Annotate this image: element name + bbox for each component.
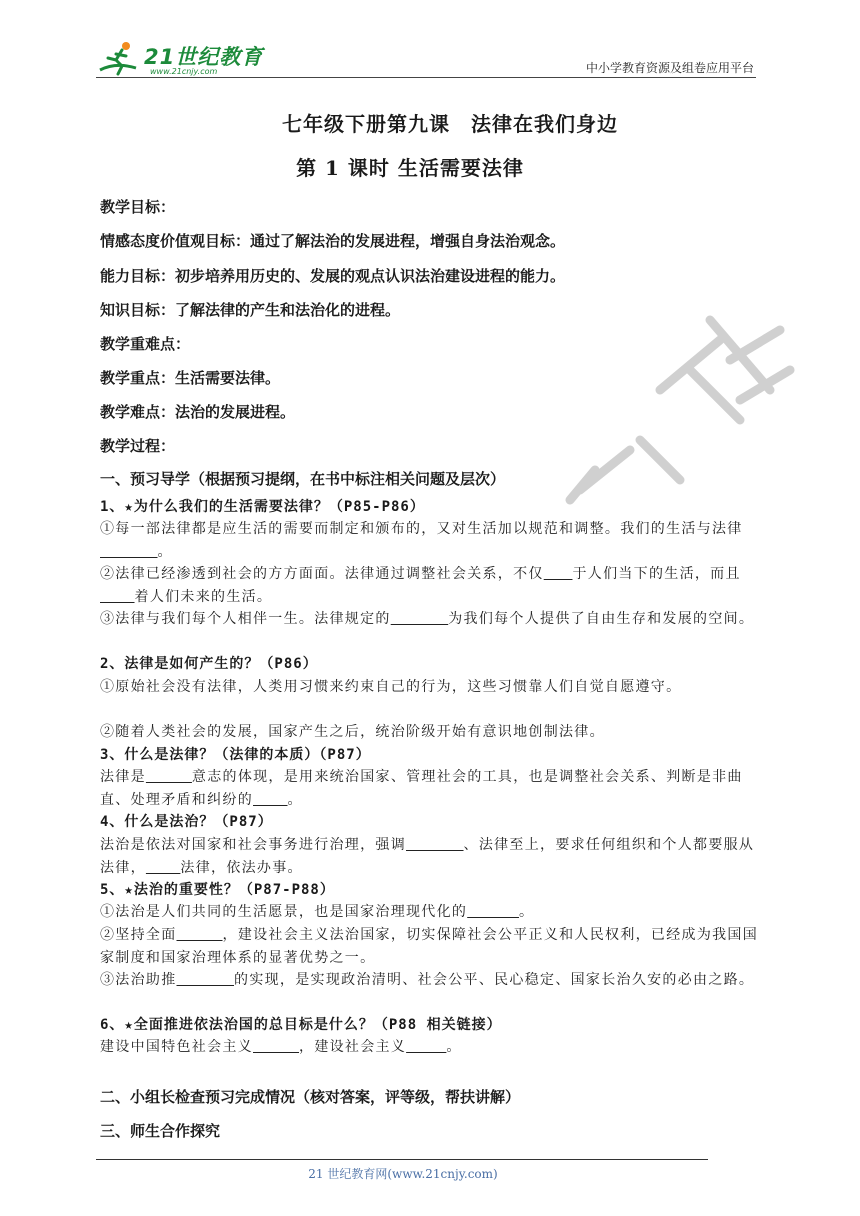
question-3: 3、什么是法律？（法律的本质）（P87）: [100, 747, 371, 763]
question-4: 4、什么是法治？（P87）: [100, 814, 273, 830]
objective-ability: 能力目标：初步培养用历史的、发展的观点认识法治建设进程的能力。: [100, 267, 566, 285]
question-1: 1、★为什么我们的生活需要法律？（P85-P86）: [100, 499, 425, 515]
header-divider: [96, 77, 756, 78]
part3-heading: 三、师生合作探究: [100, 1122, 221, 1140]
q1-paragraph-2: ②法律已经渗透到社会的方方面面。法律通过调整社会关系，不仅 于人们当下的生活，而且 着人们未来的生活。: [100, 566, 741, 605]
part2-heading: 二、小组长检查预习完成情况（核对答案，评等级，帮扶讲解）: [100, 1088, 521, 1106]
footer-text[interactable]: 21 世纪教育网(www.21cnjy.com): [308, 1167, 498, 1181]
objective-emotion: 情感态度价值观目标：通过了解法治的发展进程，增强自身法治观念。: [100, 232, 566, 250]
difficulty-key: 教学重点：生活需要法律。: [100, 369, 281, 387]
footer-divider: [96, 1159, 708, 1160]
logo-brand-text: 21世纪教育: [144, 45, 264, 69]
watermark-graphic: [540, 300, 800, 520]
question-5: 5、★法治的重要性？（P87-P88）: [100, 882, 335, 898]
q6-paragraph-1: 建设中国特色社会主义 ，建设社会主义 。: [100, 1039, 462, 1055]
runner-logo-icon: [96, 40, 144, 80]
site-logo: [96, 40, 266, 80]
difficulty-heading: 教学重难点：: [100, 335, 191, 353]
q1-paragraph-3: ③法律与我们每个人相伴一生。法律规定的 为我们每个人提供了自由生存和发展的空间。: [100, 611, 755, 627]
header-tagline: 中小学教育资源及组卷应用平台: [585, 61, 754, 75]
process-heading: 教学过程：: [100, 437, 176, 455]
q4-paragraph-1: 法治是依法对国家和社会事务进行治理，强调 、法律至上，要求任何组织和个人都要服从法律， 法律，依法办事。: [100, 837, 755, 876]
q5-paragraph-1: ①法治是人们共同的生活愿景，也是国家治理现代化的 。: [100, 904, 535, 920]
q5-paragraph-3: ③法治助推 的实现，是实现政治清明、社会公平、民心稳定、国家长治久安的必由之路。: [100, 972, 755, 988]
q2-paragraph-1: ①原始社会没有法律，人类用习惯来约束自己的行为，这些习惯靠人们自觉自愿遵守。: [100, 679, 682, 695]
difficulty-hard: 教学难点：法治的发展进程。: [100, 403, 296, 421]
question-6: 6、★全面推进依法治国的总目标是什么？（P88 相关链接）: [100, 1017, 502, 1033]
q5-paragraph-2: ②坚持全面 ，建设社会主义法治国家，切实保障社会公平正义和人民权利，已经成为我国国家制度和国家治理体系的显著优势之一。: [100, 927, 759, 966]
lesson-subtitle: 第 1 课时 生活需要法律: [296, 156, 524, 180]
q3-paragraph-1: 法律是 意志的体现，是用来统治国家、管理社会的工具，也是调整社会关系、判断是非曲直、处理矛盾和纠纷的 。: [100, 769, 743, 808]
objectives-heading: 教学目标：: [100, 198, 176, 216]
logo-url-text: www.21cnjy.com: [150, 67, 218, 76]
part1-heading: 一、预习导学（根据预习提纲，在书中标注相关问题及层次）: [100, 470, 506, 488]
q2-paragraph-2: ②随着人类社会的发展，国家产生之后，统治阶级开始有意识地创制法律。: [100, 724, 605, 740]
objective-knowledge: 知识目标：了解法律的产生和法治化的进程。: [100, 301, 401, 319]
q1-paragraph-1: ①每一部法律都是应生活的需要而制定和颁布的，又对生活加以规范和调整。我们的生活与法律 。: [100, 521, 743, 560]
question-2: 2、法律是如何产生的？（P86）: [100, 656, 318, 672]
lesson-title: 七年级下册第九课 法律在我们身边: [282, 112, 618, 136]
